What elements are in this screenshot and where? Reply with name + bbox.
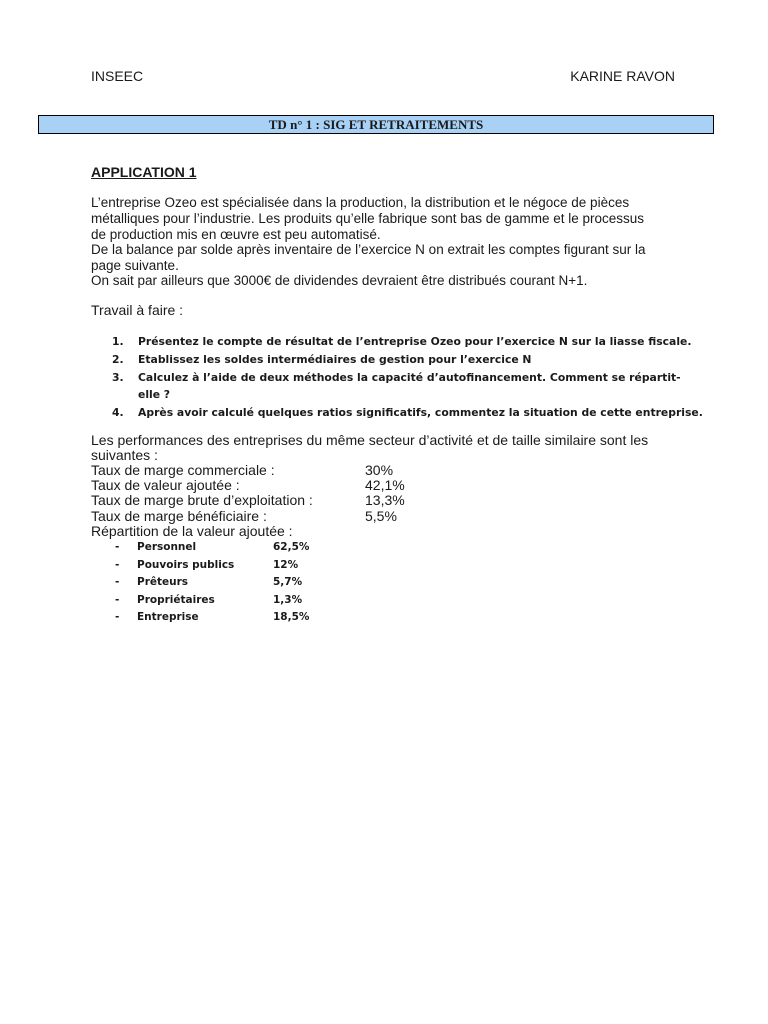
question-number: 3. bbox=[112, 371, 124, 384]
ratio-label: Taux de marge brute d’exploitation : bbox=[91, 492, 313, 508]
repartition-item-label: Prêteurs bbox=[137, 576, 189, 588]
ratio-row bbox=[91, 492, 591, 508]
ratio-label: Taux de marge commerciale : bbox=[91, 462, 275, 478]
task-label: Travail à faire : bbox=[91, 302, 184, 318]
repartition-item-label: Personnel bbox=[137, 541, 197, 553]
question-text-continuation: elle ? bbox=[138, 388, 171, 401]
ratio-label: Taux de valeur ajoutée : bbox=[91, 477, 240, 493]
repartition-item-label: Pouvoirs publics bbox=[137, 559, 235, 571]
repartition-item-value: 18,5% bbox=[273, 611, 310, 623]
intro-line: De la balance par solde après inventaire de l’exercice N on extrait les comptes figurant sur la bbox=[91, 242, 646, 257]
intro-line: métalliques pour l’industrie. Les produits qu’elle fabrique sont bas de gamme et le processus bbox=[91, 211, 645, 226]
dash-bullet: - bbox=[115, 611, 120, 623]
question-number: 4. bbox=[112, 406, 124, 419]
question-number: 2. bbox=[112, 353, 124, 366]
ratio-row bbox=[91, 508, 591, 524]
dash-bullet: - bbox=[115, 576, 120, 588]
question-text: Etablissez les soldes intermédiaires de gestion pour l’exercice N bbox=[138, 353, 532, 366]
header-left: INSEEC bbox=[91, 68, 144, 84]
dash-bullet: - bbox=[115, 594, 120, 606]
repartition-item-value: 5,7% bbox=[273, 576, 303, 588]
intro-line: page suivante. bbox=[91, 258, 179, 273]
repartition-item-value: 1,3% bbox=[273, 594, 303, 606]
repartition-item-value: 12% bbox=[273, 559, 299, 571]
ratio-value: 5,5% bbox=[365, 508, 397, 524]
repartition-label: Répartition de la valeur ajoutée : bbox=[91, 523, 293, 539]
ratio-label: Taux de marge bénéficiaire : bbox=[91, 508, 267, 524]
application-heading: APPLICATION 1 bbox=[91, 164, 197, 180]
repartition-item-label: Propriétaires bbox=[137, 594, 215, 606]
repartition-item-label: Entreprise bbox=[137, 611, 199, 623]
document-title: TD n° 1 : SIG ET RETRAITEMENTS bbox=[38, 115, 714, 134]
ratio-value: 30% bbox=[365, 462, 394, 478]
question-text: Après avoir calculé quelques ratios significatifs, commentez la situation de cette entreprise. bbox=[138, 406, 703, 419]
question-text: Présentez le compte de résultat de l’entreprise Ozeo pour l’exercice N sur la liasse fiscale. bbox=[138, 335, 692, 348]
intro-line: On sait par ailleurs que 3000€ de dividendes devraient être distribués courant N+1. bbox=[91, 273, 588, 288]
ratio-row bbox=[91, 462, 591, 478]
intro-line: de production mis en œuvre est peu automatisé. bbox=[91, 227, 381, 242]
ratio-row bbox=[91, 477, 591, 493]
repartition-item-value: 62,5% bbox=[273, 541, 310, 553]
performance-intro: suivantes : bbox=[91, 447, 158, 463]
question-number: 1. bbox=[112, 335, 124, 348]
ratio-value: 42,1% bbox=[365, 477, 405, 493]
ratio-value: 13,3% bbox=[365, 492, 405, 508]
dash-bullet: - bbox=[115, 559, 120, 571]
intro-line: L’entreprise Ozeo est spécialisée dans la production, la distribution et le négoce de pièces bbox=[91, 195, 630, 210]
performance-intro: Les performances des entreprises du même secteur d’activité et de taille similaire sont les bbox=[91, 432, 649, 448]
question-text: Calculez à l’aide de deux méthodes la capacité d’autofinancement. Comment se répartit- bbox=[138, 371, 681, 384]
header-right: KARINE RAVON bbox=[570, 68, 675, 84]
dash-bullet: - bbox=[115, 541, 120, 553]
